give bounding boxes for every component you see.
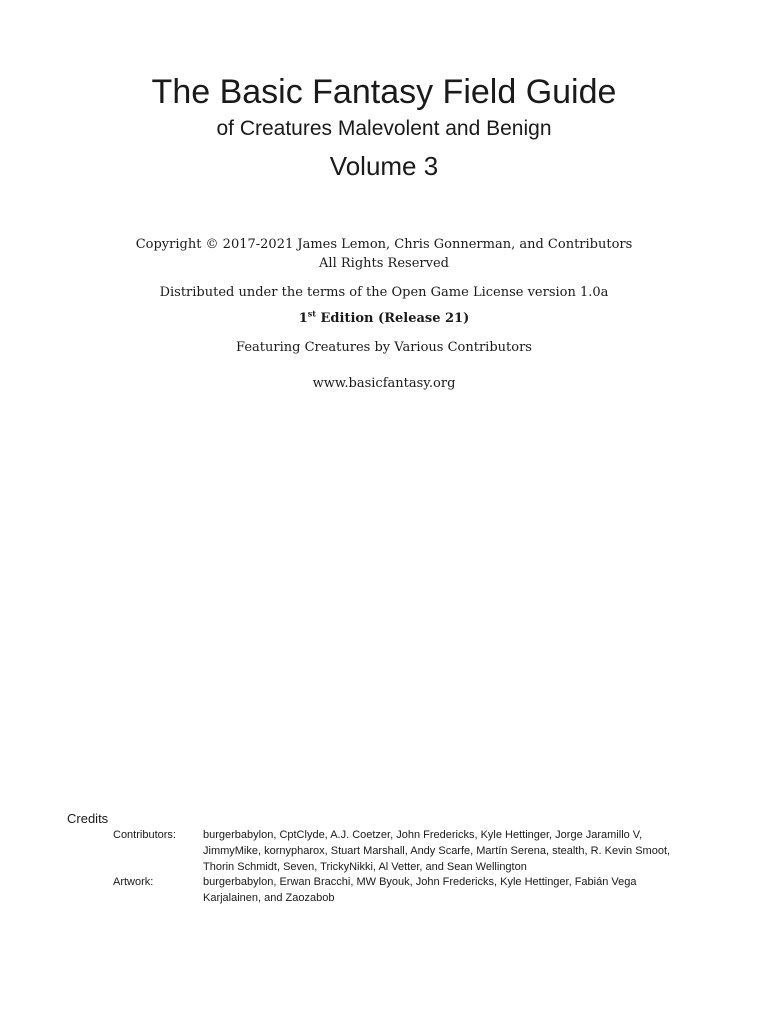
document-title: The Basic Fantasy Field Guide	[151, 73, 617, 111]
edition-line	[0, 310, 768, 327]
credits-heading: Credits	[67, 811, 109, 826]
edition-text: Edition (Release 21)	[315, 311, 470, 326]
copyright-notice: Copyright © 2017-2021 James Lemon, Chris Gonnerman, and Contributors	[135, 237, 633, 252]
rights-notice: All Rights Reserved	[319, 256, 449, 271]
artwork-label: Artwork:	[113, 876, 154, 888]
document-subtitle: of Creatures Malevolent and Benign	[216, 117, 552, 140]
contributors-label: Contributors:	[113, 829, 176, 841]
artwork-list: burgerbabylon, Erwan Bracchi, MW Byouk, John Fredericks, Kyle Hettinger, Fabián Vega Karjalainen, and Zaozabob	[203, 876, 637, 904]
contributors-list: burgerbabylon, CptClyde, A.J. Coetzer, John Fredericks, Kyle Hettinger, Jorge Jaramillo V, JimmyMike, kornypharox, Stuart Marshall, Andy Scarfe, Martín Serena, stealth, R. Kevin Smoot, Thorin Schmidt, Seven, TrickyNikki, Al Vetter, and Sean Wellington	[203, 829, 671, 873]
website-link[interactable]: www.basicfantasy.org	[312, 376, 456, 391]
license-notice: Distributed under the terms of the Open Game License version 1.0a	[159, 285, 609, 300]
featuring-line: Featuring Creatures by Various Contributors	[236, 340, 532, 355]
edition-number: 1	[298, 311, 308, 326]
edition-suffix: st	[307, 308, 316, 319]
volume-label: Volume 3	[329, 151, 439, 181]
